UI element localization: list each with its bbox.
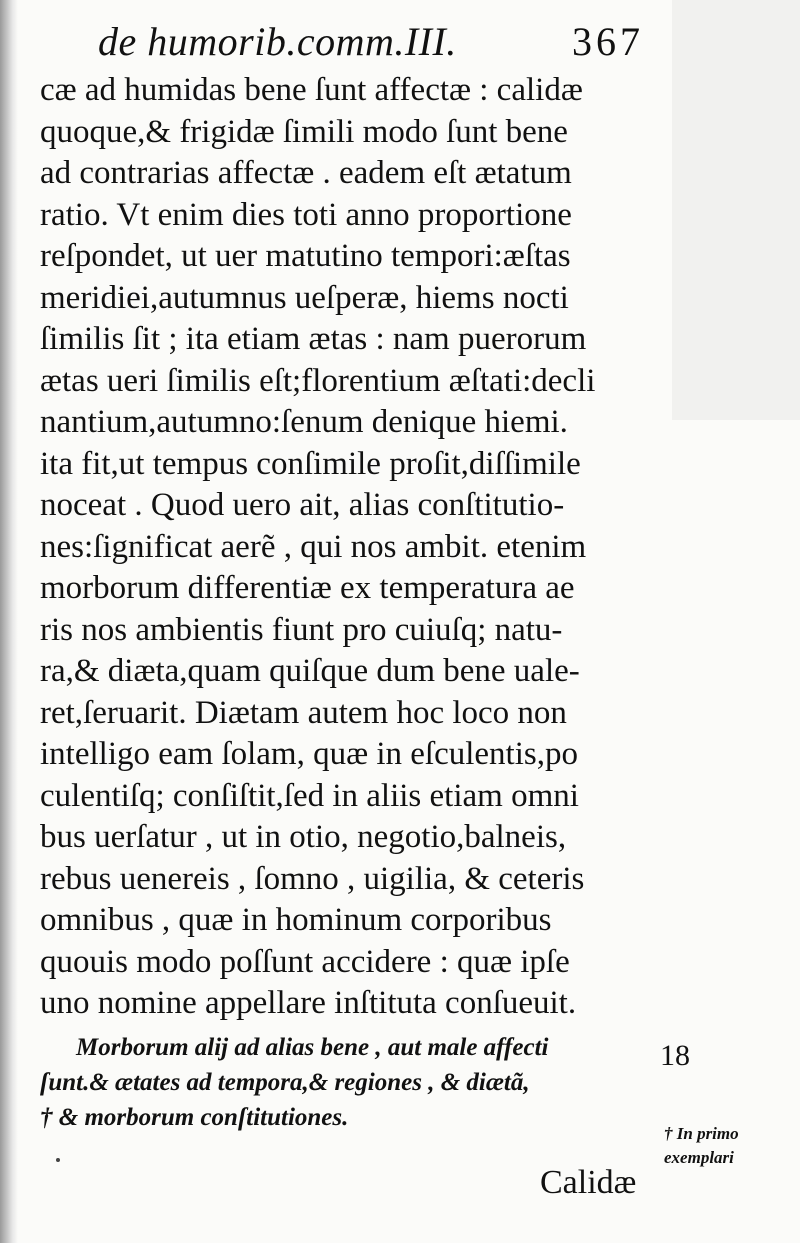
text-line: culentiſq; conſiſtit,ſed in aliis etiam omni	[40, 777, 579, 814]
margin-note-line: exemplari	[664, 1148, 734, 1167]
main-text-block	[40, 70, 660, 1025]
page-number: 367	[572, 19, 644, 64]
text-line: reſpondet, ut uer matutino tempori:æſtas	[40, 238, 571, 274]
section-number: 18	[660, 1039, 690, 1072]
lemma-block	[40, 1030, 660, 1135]
text-line: nes:ſignificat aerẽ , qui nos ambit. etenim	[40, 528, 587, 565]
text-line: rebus uenereis , ſomno , uigilia, & ceteris	[40, 860, 585, 897]
text-line: bus uerſatur , ut in otio, negotio,balneis,	[40, 819, 567, 855]
text-line: intelligo eam ſolam, quæ in eſculentis,po	[40, 736, 578, 772]
text-line: quouis modo poſſunt accidere : quæ ipſe	[40, 943, 570, 980]
text-line: ratio. Vt enim dies toti anno proportione	[40, 196, 572, 233]
text-line: omnibus , quæ in hominum corporibus	[40, 902, 552, 938]
text-line: nantium,autumno:ſenum denique hiemi.	[40, 404, 568, 440]
running-head: de humorib.comm.III.	[98, 19, 457, 64]
text-line: meridiei,autumnus ueſperæ, hiems nocti	[40, 279, 569, 316]
ink-speck	[56, 1158, 60, 1162]
text-line: morborum differentiæ ex temperatura ae	[40, 570, 575, 606]
margin-note	[664, 1122, 800, 1170]
lemma-line: † & morborum conſtitutiones.	[40, 1104, 349, 1131]
gutter-shadow	[0, 0, 18, 1243]
text-line: ris nos ambientis fiunt pro cuiuſq; natu-	[40, 611, 563, 648]
lemma-line: Morborum alij ad alias bene , aut male affecti	[76, 1034, 549, 1061]
text-line: ret,ſeruarit. Diætam autem hoc loco non	[40, 694, 567, 731]
text-line: ra,& diæta,quam quiſque dum bene uale-	[40, 653, 580, 689]
text-line: ad contrarias affectæ . eadem eſt ætatum	[40, 155, 572, 191]
text-line: ætas ueri ſimilis eſt;florentium æſtati:decli	[40, 362, 596, 399]
margin-note-line: † In primo	[664, 1124, 739, 1143]
text-line: cæ ad humidas bene ſunt affectæ : calidæ	[40, 72, 583, 108]
text-line: quoque,& frigidæ ſimili modo ſunt bene	[40, 113, 568, 150]
text-line: ſimilis ſit ; ita etiam ætas : nam puerorum	[40, 321, 587, 357]
lemma-line: ſunt.& ætates ad tempora,& regiones , & diætã,	[40, 1069, 530, 1096]
text-line: uno nomine appellare inſtituta conſueuit.	[40, 985, 577, 1021]
catchword: Calidæ	[540, 1164, 637, 1201]
text-line: noceat . Quod uero ait, alias conſtitutio-	[40, 487, 565, 523]
facing-page-edge	[672, 0, 800, 420]
text-line: ita fit,ut tempus conſimile proſit,diſſimile	[40, 445, 581, 482]
